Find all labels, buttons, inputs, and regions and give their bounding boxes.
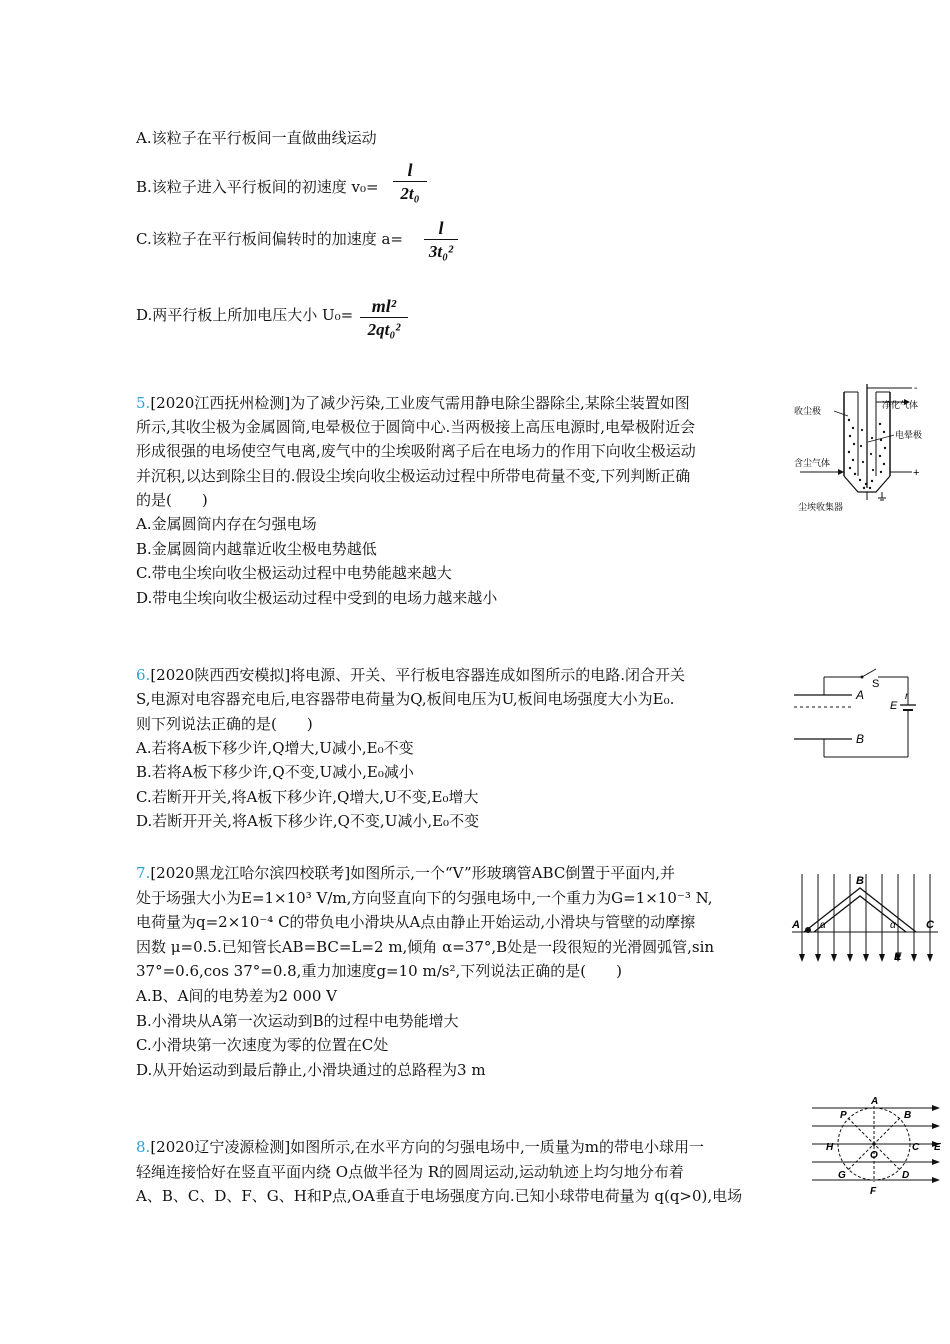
q4-option-c-formula	[424, 218, 458, 263]
q5-line-1: 5.[2020江西抚州检测]为了减少污染,工业废气需用静电除尘器除尘,某除尘装置如图	[136, 394, 690, 412]
q8-point-p: P	[840, 1110, 847, 1121]
q8-point-b: B	[904, 1110, 912, 1121]
q7-v-tube-figure	[790, 870, 940, 970]
q8-point-c: C	[912, 1142, 920, 1153]
q7-option-d: D.从开始运动到最后静止,小滑块通过的总路程为3 m	[136, 1061, 486, 1079]
q6-option-b: B.若将A板下移少许,Q不变,U减小,E₀减小	[136, 763, 414, 781]
q5-line-5: 的是( )	[136, 491, 208, 509]
q8-line-3: A、B、C、D、F、G、H和P点,OA垂直于电场强度方向.已知小球带电荷量为 q(q>0),电场	[136, 1187, 743, 1205]
q7-line-1: 7.[2020黑龙江哈尔滨四校联考]如图所示,一个“V”形玻璃管ABC倒置于平面内,并	[136, 864, 676, 882]
q7-alpha-left: α	[820, 920, 826, 931]
q6-plate-a-label: A	[856, 688, 865, 702]
q7-option-b: B.小滑块从A第一次运动到B的过程中电势能增大	[136, 1012, 459, 1030]
q6-resistance-label: r	[905, 691, 909, 702]
q4-d-numerator: ml²	[371, 296, 397, 316]
q8-point-a: A	[871, 1096, 879, 1107]
q7-point-b-label: B	[856, 875, 864, 887]
q7-option-a: A.B、A间的电势差为2 000 V	[136, 987, 337, 1005]
q4-d-denominator: 2qt₀²	[367, 320, 401, 339]
q6-number: 6.	[136, 666, 151, 684]
q6-plate-b-label: B	[856, 732, 865, 746]
q7-option-c: C.小滑块第一次速度为零的位置在C处	[136, 1036, 389, 1054]
q7-line-2: 处于场强大小为E=1×10³ V/m,方向竖直向下的匀强电场中,一个重力为G=1×10⁻³ N,	[136, 889, 713, 907]
q7-alpha-right: α	[890, 920, 896, 931]
q7-line-5: 37°=0.6,cos 37°=0.8,重力加速度g=10 m/s²,下列说法正确的是( )	[136, 962, 622, 980]
q6-emf-label: E	[890, 700, 898, 712]
q5-clean-gas-label: 净化气体	[882, 400, 919, 410]
q4-option-d-formula	[360, 296, 408, 341]
q4-option-c: C.该粒子在平行板间偏转时的加速度 a=	[136, 230, 403, 248]
q5-plus-terminal: +	[913, 467, 920, 479]
q7-number: 7.	[136, 864, 151, 882]
q5-corona-label: 电晕极	[895, 430, 923, 440]
q6-circuit-figure	[790, 665, 920, 765]
q5-collector-bottom-label: 尘埃收集器	[798, 502, 844, 512]
q5-minus-terminal: -	[914, 383, 918, 394]
q6-line-1: 6.[2020陕西西安模拟]将电源、开关、平行板电容器连成如图所示的电路.闭合开关	[136, 666, 685, 684]
q4-option-a: A.该粒子在平行板间一直做曲线运动	[136, 129, 377, 147]
q6-option-a: A.若将A板下移少许,Q增大,U减小,E₀不变	[136, 739, 414, 757]
q8-point-f: F	[870, 1186, 877, 1196]
q5-number: 5.	[136, 394, 151, 412]
q7-line-3: 电荷量为q=2×10⁻⁴ C的带负电小滑块从A点由静止开始运动,小滑块与管壁的动摩擦	[136, 913, 696, 931]
q8-line-2: 轻绳连接恰好在竖直平面内绕 O点做半径为 R的圆周运动,运动轨迹上均匀地分布着	[136, 1163, 684, 1181]
q5-option-a: A.金属圆筒内存在匀强电场	[136, 515, 317, 533]
q5-dusty-gas-label: 含尘气体	[794, 458, 831, 468]
q5-option-d: D.带电尘埃向收尘极运动过程中受到的电场力越来越小	[136, 589, 498, 607]
q8-point-h: H	[826, 1142, 834, 1153]
q6-option-d: D.若断开开关,将A板下移少许,Q不变,U减小,E₀不变	[136, 812, 480, 830]
q4-c-denominator: 3t₀²	[428, 242, 454, 261]
q8-point-g: G	[838, 1170, 846, 1181]
q4-option-d: D.两平行板上所加电压大小 U₀=	[136, 306, 354, 324]
q8-line-1: 8.[2020辽宁凌源检测]如图所示,在水平方向的匀强电场中,一质量为m的带电小球用一	[136, 1138, 704, 1156]
q5-line-2: 所示,其收尘极为金属圆筒,电晕极位于圆筒中心.当两极接上高压电源时,电晕极附近会	[136, 418, 696, 436]
q8-number: 8.	[136, 1138, 151, 1156]
q7-point-a-label: A	[792, 919, 800, 931]
q7-field-label: E	[894, 951, 902, 963]
q6-switch-label: S	[872, 678, 880, 690]
q8-point-d: D	[902, 1170, 910, 1181]
q4-option-b: B.该粒子进入平行板间的初速度 v₀=	[136, 178, 379, 196]
q6-line-3: 则下列说法正确的是( )	[136, 715, 313, 733]
q5-collector-label: 收尘极	[794, 406, 822, 416]
q5-option-b: B.金属圆筒内越靠近收尘极电势越低	[136, 540, 377, 558]
q4-b-denominator: 2t₀	[400, 184, 420, 203]
q7-line-4: 因数 μ=0.5.已知管长AB=BC=L=2 m,倾角 α=37°,B处是一段很短的光滑圆弧管,sin	[136, 938, 715, 956]
q6-line-2: S,电源对电容器充电后,电容器带电荷量为Q,板间电压为U,板间电场强度大小为E₀.	[136, 690, 675, 708]
q4-c-numerator: l	[438, 218, 444, 238]
q6-option-c: C.若断开开关,将A板下移少许,Q增大,U不变,E₀增大	[136, 788, 479, 806]
q5-line-4: 并沉积,以达到除尘目的.假设尘埃向收尘极运动过程中所带电荷量不变,下列判断正确	[136, 467, 691, 485]
q8-center-o: O	[870, 1150, 878, 1161]
q5-precipitator-figure	[792, 380, 932, 512]
q5-option-c: C.带电尘埃向收尘极运动过程中电势能越来越大	[136, 564, 452, 582]
q7-point-c-label: C	[926, 919, 934, 931]
q8-field-e: E	[934, 1142, 941, 1153]
q5-line-3: 形成很强的电场使空气电离,废气中的尘埃吸附离子后在电场力的作用下向收尘极运动	[136, 442, 696, 460]
q4-b-numerator: l	[407, 160, 413, 180]
q4-option-b-formula	[393, 160, 427, 205]
q8-circle-figure	[808, 1096, 943, 1196]
